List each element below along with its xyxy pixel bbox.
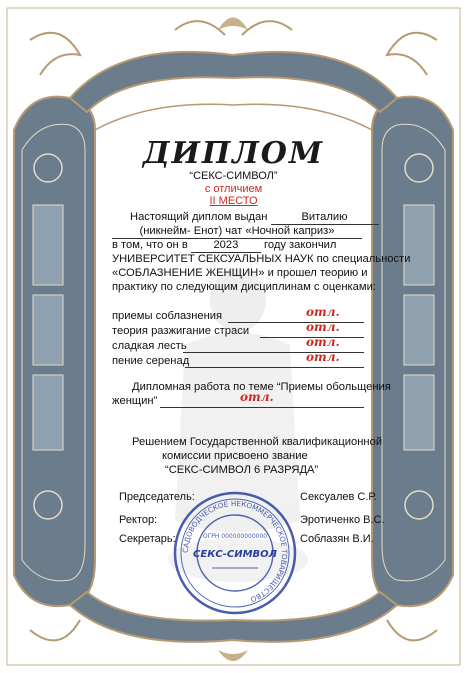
decision-line-2: комиссии присвоено звание <box>162 450 308 462</box>
signatory-name: Эротиченко В.С. <box>300 514 385 526</box>
discipline-row <box>112 340 187 352</box>
discipline-grade: отл. <box>306 320 340 334</box>
year-value: 2023 <box>191 239 261 253</box>
year-suffix: году закончил <box>264 239 337 251</box>
recipient-detail: (никнейм- Енот) чат «Ночной каприз» <box>112 225 362 239</box>
signatory-role: Председатель: <box>119 491 195 503</box>
issued-to-prefix: Настоящий диплом выдан <box>130 211 268 223</box>
discipline-row <box>112 310 222 322</box>
discipline-name: теория разжигание страси <box>112 325 250 337</box>
discipline-grade: отл. <box>306 335 340 349</box>
discipline-name: сладкая лесть <box>112 340 187 352</box>
paragraph-line-3: практику по следующим дисциплинам с оценками: <box>112 281 376 293</box>
signatory-name: Сексуалев С.Р. <box>300 491 377 503</box>
seal-ogrn: ОГРН 000000000000 <box>202 533 268 540</box>
paragraph-line-2: «СОБЛАЗНЕНИЕ ЖЕНЩИН» и прошел теорию и <box>112 267 368 279</box>
diploma-subtitle: “СЕКС-СИМВОЛ” <box>189 170 278 182</box>
discipline-row <box>112 325 249 337</box>
underline <box>185 367 364 368</box>
year-prefix: в том, что он в <box>112 239 188 251</box>
thesis-line-1: Дипломная работа по теме “Приемы обольщения <box>132 381 391 393</box>
distinction-text: с отличием <box>204 183 263 195</box>
paragraph-line-1: УНИВЕРСИТЕТ СЕКСУАЛЬНЫХ НАУК по специальности <box>112 253 411 265</box>
thesis-line-2: женщин” <box>112 395 158 407</box>
signatory-role: Ректор: <box>119 514 158 526</box>
thesis-grade: отл. <box>240 390 274 404</box>
recipient-detail-line <box>112 225 362 239</box>
rank-text: “СЕКС-СИМВОЛ 6 РАЗРЯДА” <box>165 464 319 476</box>
underline <box>160 407 364 408</box>
seal-center-text: СЕКС-СИМВОЛ <box>193 549 277 560</box>
discipline-name: пение серенад <box>112 355 190 367</box>
round-seal-stamp <box>172 490 298 616</box>
place-text: II МЕСТО <box>209 195 258 207</box>
discipline-grade: отл. <box>306 305 340 319</box>
diploma-title: ДИПЛОМ <box>142 136 325 171</box>
discipline-row <box>112 355 189 367</box>
signatory-role: Секретарь: <box>119 533 176 545</box>
underline <box>228 322 364 323</box>
seal-ring-text: САДОВОДЧЕСКОЕ НЕКОММЕРЧЕСКОЕ ТОВАРИЩЕСТВО <box>180 498 290 605</box>
year-line <box>112 239 336 253</box>
discipline-name: приемы соблазнения <box>112 310 223 322</box>
decision-line-1: Решением Государственной квалификационной <box>132 436 383 448</box>
discipline-grade: отл. <box>306 350 340 364</box>
recipient-name: Виталию <box>271 211 379 225</box>
signatory-name: Соблазян В.И. <box>300 533 374 545</box>
issued-to-line <box>130 211 379 225</box>
